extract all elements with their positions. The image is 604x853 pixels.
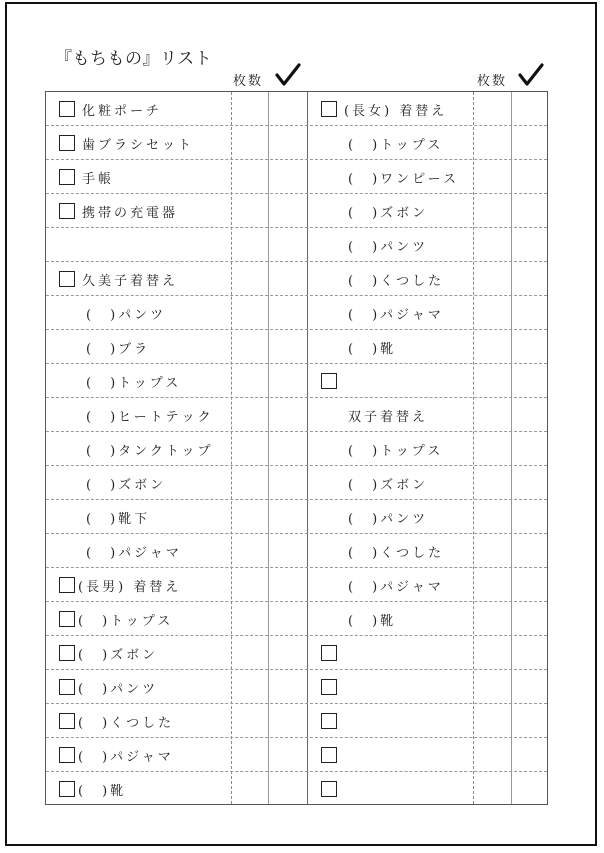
left-check-cell[interactable] (269, 228, 306, 262)
item-label: ( )トップス (348, 137, 444, 153)
item-label: ( )パンツ (348, 239, 429, 255)
left-check-cell[interactable] (269, 636, 306, 670)
left-list-item (86, 432, 214, 466)
right-list-item (321, 738, 344, 772)
right-qty-cell[interactable] (474, 704, 510, 738)
item-label: ( )パンツ (86, 307, 167, 323)
checkbox[interactable] (59, 679, 75, 695)
item-label: ( )パジャマ (86, 545, 182, 561)
checkbox[interactable] (59, 781, 75, 797)
item-label: ( )くつした (348, 545, 445, 561)
right-list-item (348, 432, 443, 466)
right-qty-cell[interactable] (474, 364, 510, 398)
left-check-cell[interactable] (269, 364, 306, 398)
right-check-cell[interactable] (512, 194, 549, 228)
item-label: ( )くつした (348, 273, 445, 289)
right-qty-cell[interactable] (474, 92, 510, 126)
left-qty-cell[interactable] (232, 500, 268, 534)
left-qty-cell[interactable] (232, 466, 268, 500)
item-label: ( )靴 (348, 341, 397, 357)
left-check-cell[interactable] (269, 466, 306, 500)
left-check-cell[interactable] (269, 432, 306, 466)
right-qty-cell[interactable] (474, 500, 510, 534)
item-label: 携帯の充電器 (82, 205, 179, 221)
right-list-item (348, 466, 428, 500)
left-list-item (59, 636, 158, 670)
item-label: ( )ズボン (348, 477, 429, 493)
right-list-item (348, 568, 444, 602)
item-label: 化粧ポーチ (82, 103, 163, 119)
right-list-item (348, 194, 428, 228)
left-qty-cell[interactable] (232, 534, 268, 568)
item-label: ( )トップス (86, 375, 182, 391)
checkbox[interactable] (59, 747, 75, 763)
left-qty-cell[interactable] (232, 432, 268, 466)
right-list-item (321, 636, 344, 670)
left-qty-cell[interactable] (232, 670, 268, 704)
right-check-cell[interactable] (512, 466, 549, 500)
left-qty-cell[interactable] (232, 738, 268, 772)
left-list-item (59, 670, 158, 704)
right-list-item (321, 772, 344, 806)
left-qty-cell[interactable] (232, 92, 268, 126)
right-qty-cell[interactable] (474, 126, 510, 160)
item-label: ( )トップス (348, 443, 444, 459)
right-check-cell[interactable] (512, 262, 549, 296)
checkbox[interactable] (321, 713, 337, 729)
left-qty-cell[interactable] (232, 602, 268, 636)
right-qty-cell[interactable] (474, 772, 510, 806)
item-label: 双子着替え (348, 409, 429, 425)
left-check-cell[interactable] (269, 738, 306, 772)
left-qty-cell[interactable] (232, 296, 268, 330)
left-qty-cell[interactable] (232, 398, 268, 432)
right-check-cell[interactable] (512, 228, 549, 262)
left-check-cell[interactable] (269, 296, 306, 330)
left-check-cell[interactable] (269, 398, 306, 432)
right-qty-cell[interactable] (474, 160, 510, 194)
left-check-cell[interactable] (269, 330, 306, 364)
item-label: ( )靴 (348, 613, 397, 629)
right-check-cell[interactable] (512, 398, 549, 432)
checkbox[interactable] (59, 203, 75, 219)
left-list-item (86, 330, 150, 364)
left-list-item (86, 500, 150, 534)
right-qty-cell[interactable] (474, 398, 510, 432)
right-list-item (321, 704, 344, 738)
checkbox[interactable] (59, 611, 75, 627)
right-list-item (321, 92, 447, 126)
item-label: ( )ヒートテック (86, 409, 214, 425)
right-qty-cell[interactable] (474, 432, 510, 466)
check-mark-icon (518, 62, 544, 88)
checkbox[interactable] (321, 781, 337, 797)
left-check-cell[interactable] (269, 602, 306, 636)
left-check-cell[interactable] (269, 670, 306, 704)
item-label: 歯ブラシセット (82, 137, 195, 153)
item-label: ( )トップス (78, 613, 174, 629)
right-list-item (321, 670, 344, 704)
right-qty-cell[interactable] (474, 738, 510, 772)
item-label: ( )パジャマ (348, 579, 444, 595)
left-check-cell[interactable] (269, 160, 306, 194)
right-check-cell[interactable] (512, 602, 549, 636)
right-list-item (348, 126, 443, 160)
left-list-item (59, 126, 194, 160)
page-title: 『もちもの』リスト (55, 49, 213, 69)
item-label: ( )ワンピース (348, 171, 459, 187)
checkbox[interactable] (59, 169, 75, 185)
right-list-item (348, 228, 428, 262)
right-check-cell[interactable] (512, 432, 549, 466)
left-qty-cell[interactable] (232, 364, 268, 398)
item-label: (長男) 着替え (78, 579, 182, 595)
item-label: 久美子着替え (82, 273, 179, 289)
left-list-item (86, 296, 166, 330)
right-qty-cell[interactable] (474, 602, 510, 636)
qty-header-left: 枚数 (233, 74, 264, 89)
left-qty-cell[interactable] (232, 636, 268, 670)
right-qty-cell[interactable] (474, 262, 510, 296)
right-check-cell[interactable] (512, 738, 549, 772)
left-qty-cell[interactable] (232, 568, 268, 602)
right-qty-cell[interactable] (474, 194, 510, 228)
checkbox[interactable] (59, 101, 75, 117)
checkbox[interactable] (321, 101, 337, 117)
item-label: ( )パンツ (78, 681, 159, 697)
item-label: ( )ズボン (86, 477, 167, 493)
left-list-item (59, 194, 178, 228)
item-label: ( )タンクトップ (86, 443, 214, 459)
item-label: 手帳 (82, 171, 115, 187)
left-list-item (59, 92, 162, 126)
right-list-item (348, 330, 396, 364)
right-qty-cell[interactable] (474, 670, 510, 704)
item-label: ( )靴下 (86, 511, 151, 527)
right-check-cell[interactable] (512, 636, 549, 670)
checkbox[interactable] (321, 679, 337, 695)
checkbox[interactable] (59, 135, 75, 151)
right-check-cell[interactable] (512, 92, 549, 126)
checkbox[interactable] (59, 713, 75, 729)
right-list-item (348, 296, 444, 330)
checkbox[interactable] (59, 645, 75, 661)
left-check-cell[interactable] (269, 568, 306, 602)
right-check-cell[interactable] (512, 330, 549, 364)
right-qty-cell[interactable] (474, 228, 510, 262)
right-check-cell[interactable] (512, 772, 549, 806)
left-list-item (59, 772, 126, 806)
left-list-item (86, 466, 166, 500)
left-list-item (59, 704, 174, 738)
left-check-cell[interactable] (269, 194, 306, 228)
left-list-item (59, 160, 114, 194)
left-qty-cell[interactable] (232, 228, 268, 262)
right-list-item (348, 160, 459, 194)
right-check-cell[interactable] (512, 704, 549, 738)
item-label: ( )ズボン (348, 205, 429, 221)
right-check-cell[interactable] (512, 670, 549, 704)
left-list-item (86, 364, 181, 398)
left-list-item (59, 568, 181, 602)
right-qty-cell[interactable] (474, 636, 510, 670)
checklist-table (45, 91, 548, 805)
left-list-item (86, 534, 182, 568)
right-check-cell[interactable] (512, 126, 549, 160)
right-check-cell[interactable] (512, 568, 549, 602)
right-check-cell[interactable] (512, 160, 549, 194)
item-label: ( )靴 (78, 783, 127, 799)
item-label: ( )ブラ (86, 341, 151, 357)
checkbox[interactable] (59, 577, 75, 593)
checkbox[interactable] (321, 747, 337, 763)
left-qty-cell[interactable] (232, 194, 268, 228)
item-label: ( )パジャマ (78, 749, 174, 765)
right-check-cell[interactable] (512, 364, 549, 398)
left-check-cell[interactable] (269, 500, 306, 534)
right-check-cell[interactable] (512, 296, 549, 330)
left-qty-cell[interactable] (232, 704, 268, 738)
item-label: ( )パジャマ (348, 307, 444, 323)
left-list-item (59, 738, 174, 772)
center-divider (307, 92, 308, 804)
right-list-item (348, 398, 428, 432)
check-mark-icon (275, 62, 301, 88)
left-qty-cell[interactable] (232, 160, 268, 194)
right-qty-cell[interactable] (474, 330, 510, 364)
right-list-item (348, 262, 444, 296)
left-qty-cell[interactable] (232, 330, 268, 364)
item-label: ( )くつした (78, 715, 175, 731)
qty-header-right: 枚数 (477, 74, 508, 89)
right-qty-cell[interactable] (474, 568, 510, 602)
right-check-cell[interactable] (512, 534, 549, 568)
left-list-item (59, 262, 178, 296)
checkbox[interactable] (321, 645, 337, 661)
left-list-item (59, 602, 173, 636)
left-check-cell[interactable] (269, 704, 306, 738)
right-list-item (348, 602, 396, 636)
right-qty-cell[interactable] (474, 534, 510, 568)
item-label: ( )パンツ (348, 511, 429, 527)
right-qty-cell[interactable] (474, 296, 510, 330)
checkbox[interactable] (59, 271, 75, 287)
left-qty-cell[interactable] (232, 262, 268, 296)
left-qty-cell[interactable] (232, 126, 268, 160)
left-check-cell[interactable] (269, 772, 306, 806)
right-list-item (321, 364, 344, 398)
right-qty-cell[interactable] (474, 466, 510, 500)
left-check-cell[interactable] (269, 92, 306, 126)
item-label: ( )ズボン (78, 647, 159, 663)
checkbox[interactable] (321, 373, 337, 389)
right-list-item (348, 534, 444, 568)
item-label: (長女) 着替え (344, 103, 448, 119)
right-check-cell[interactable] (512, 500, 549, 534)
left-check-cell[interactable] (269, 534, 306, 568)
right-list-item (348, 500, 428, 534)
left-list-item (86, 398, 214, 432)
left-qty-cell[interactable] (232, 772, 268, 806)
left-check-cell[interactable] (269, 262, 306, 296)
left-check-cell[interactable] (269, 126, 306, 160)
